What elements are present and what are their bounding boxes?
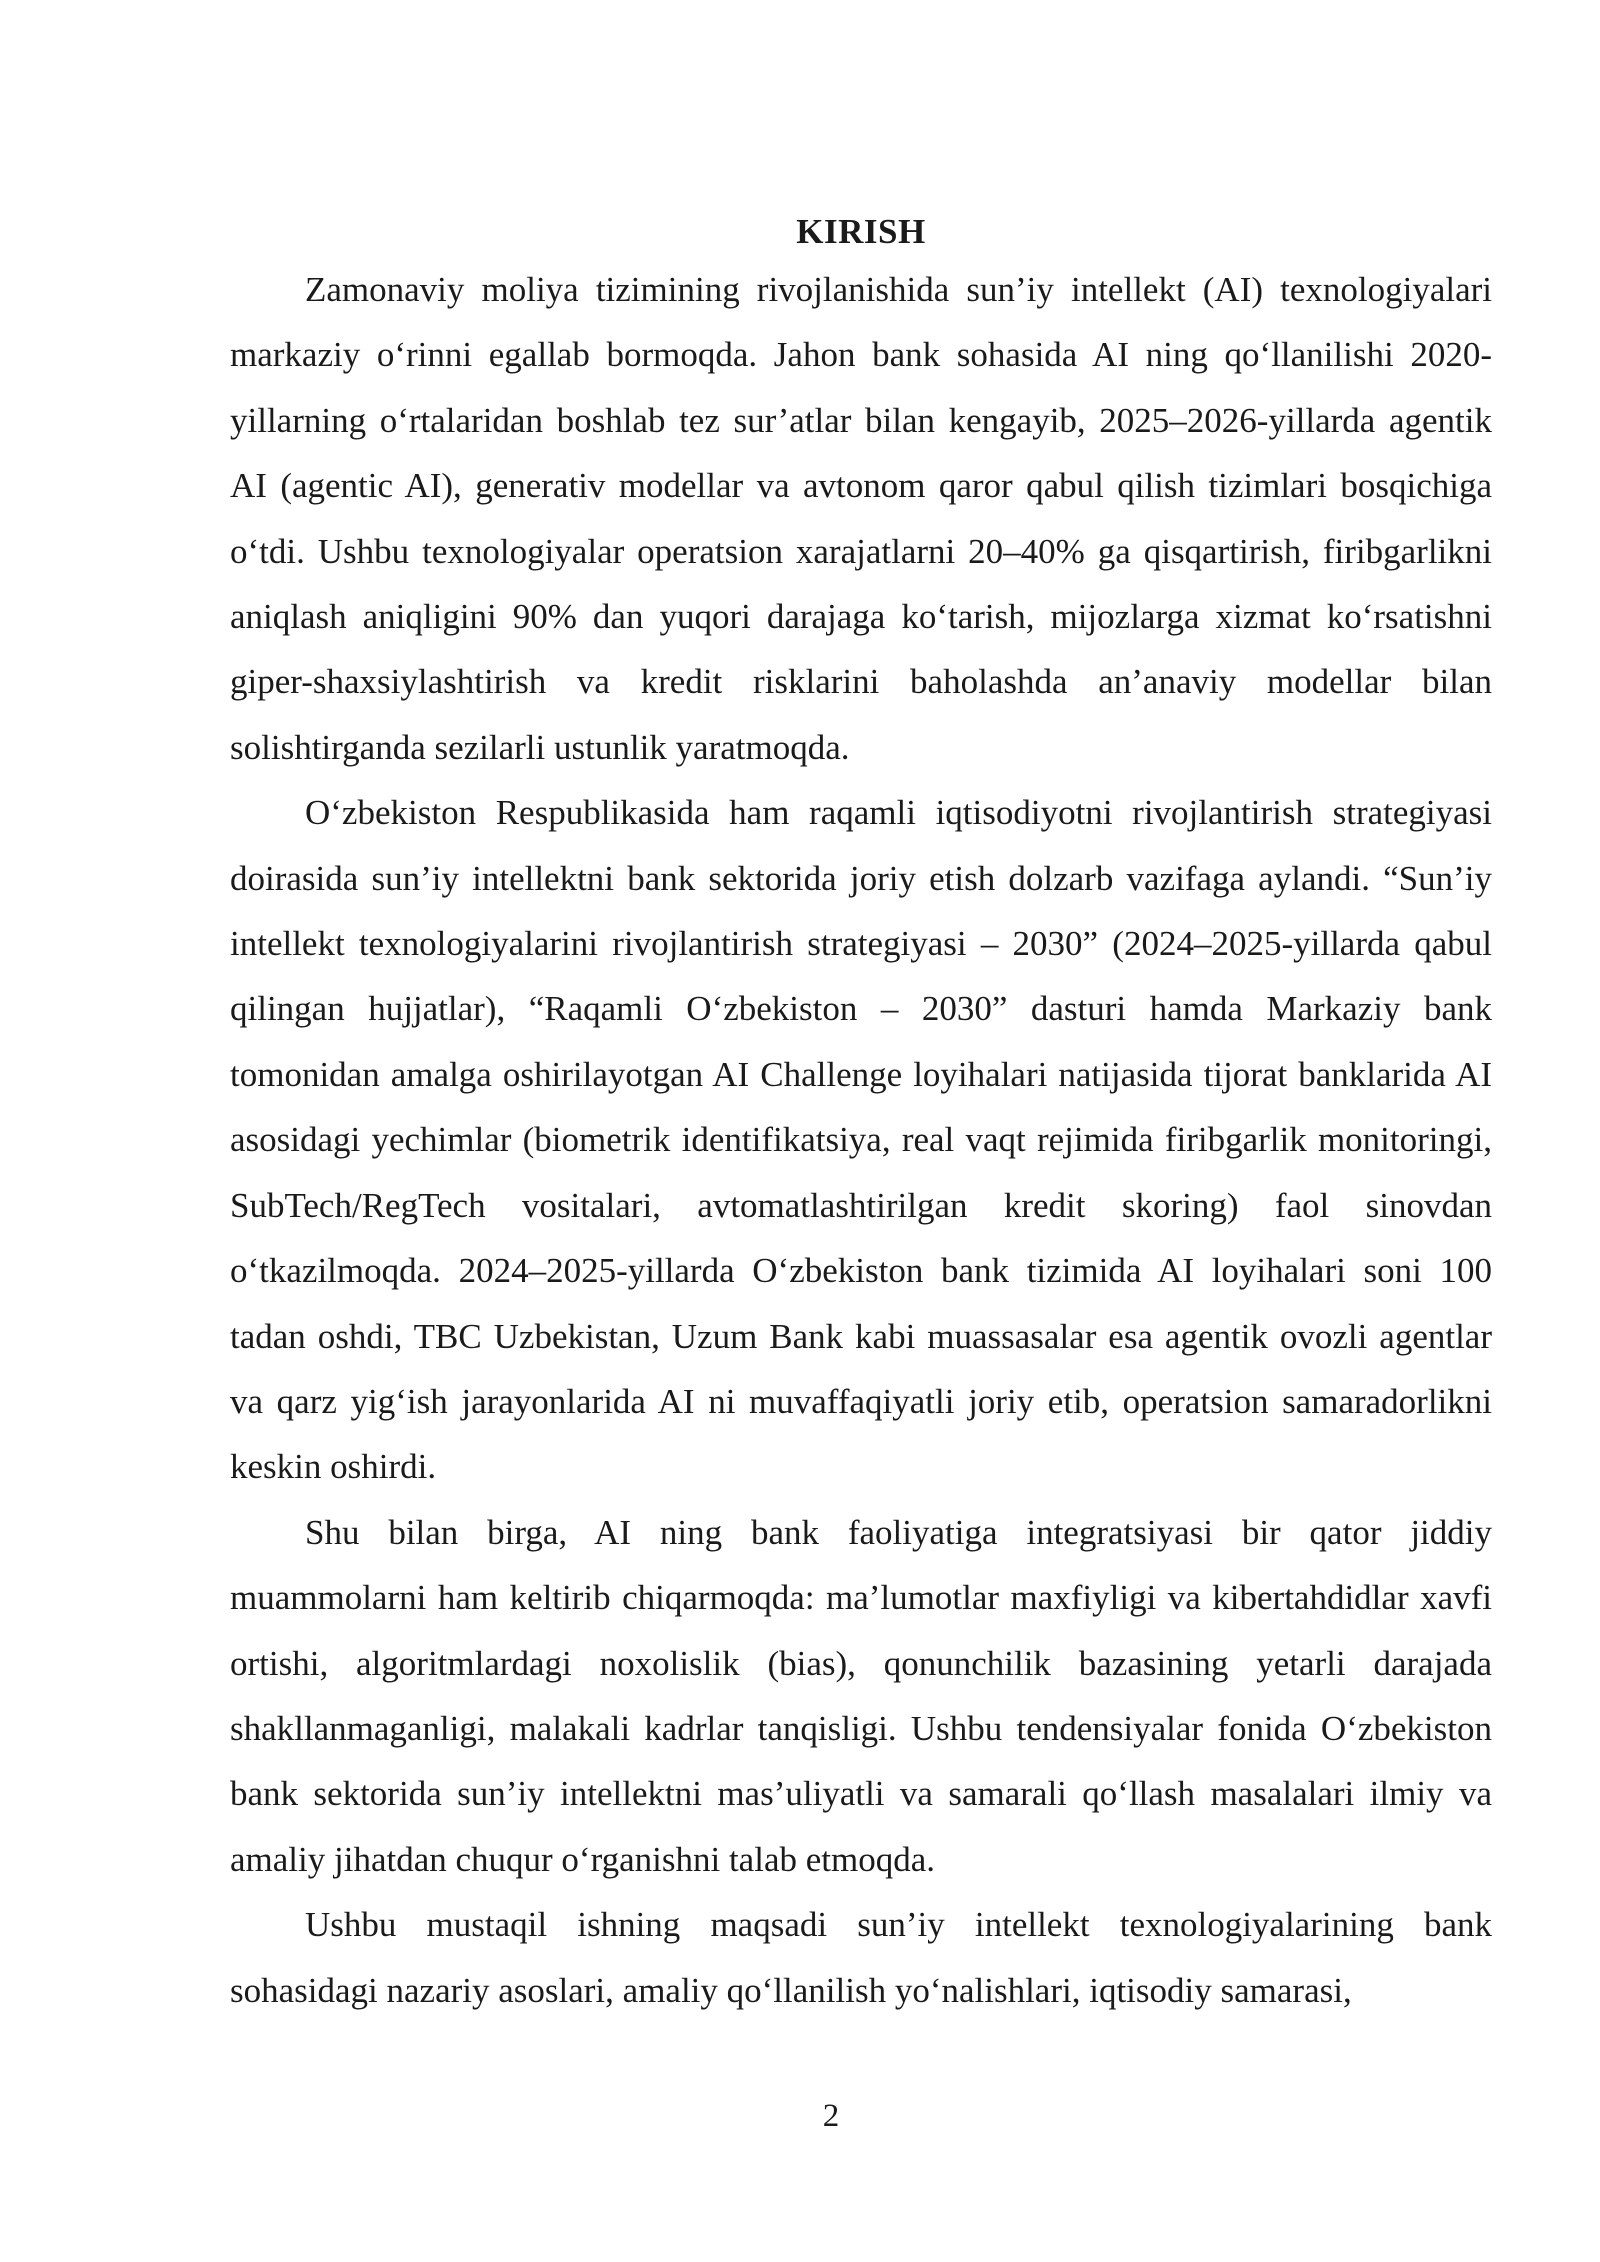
paragraph: Ushbu mustaqil ishning maqsadi sun’iy intellekt texnologiyalarining bank sohasidagi nazariy asoslari, amaliy qo‘llanilish yo‘nalishlari, iqtisodiy samarasi, — [230, 1905, 1492, 2010]
paragraph: O‘zbekiston Respublikasida ham raqamli iqtisodiyotni rivojlantirish strategiyasi doirasida sun’iy intellektni bank sektorida joriy etish dolzarb vazifaga aylandi. “Sun’iy intellekt texnologiyalarini rivojlantirish strategiyasi – 2030” (2024–2025-yillarda qabul qilingan hujjatlar), “Raqamli O‘zbekiston – 2030” dasturi hamda Markaziy bank tomonidan amalga oshirilayotgan AI Challenge loyihalari natijasida tijorat banklarida AI asosidagi yechimlar (biometrik identifikatsiya, real vaqt rejimida firibgarlik monitoringi, SubTech/RegTech vositalari, avtomatlashtirilgan kredit skoring) faol sinovdan o‘tkazilmoqda. 2024–2025-yillarda O‘zbekiston bank tizimida AI loyihalari soni 100 tadan oshdi, TBC Uzbekistan, Uzum Bank kabi muassasalar esa agentik ovozli agentlar va qarz yig‘ish jarayonlarida AI ni muvaffaqiyatli joriy etib, operatsion samaradorlikni keskin oshirdi. — [230, 793, 1492, 1487]
page-number: 2 — [822, 2098, 840, 2134]
page-content — [230, 205, 1492, 2023]
section-title: KIRISH — [796, 212, 926, 251]
paragraph: Zamonaviy moliya tizimining rivojlanishida sun’iy intellekt (AI) texnologiyalari markaziy o‘rinni egallab bormoqda. Jahon bank sohasida AI ning qo‘llanilishi 2020-yillarning o‘rtalaridan boshlab tez sur’atlar bilan kengayib, 2025–2026-yillarda agentik AI (agentic AI), generativ modellar va avtonom qaror qabul qilish tizimlari bosqichiga o‘tdi. Ushbu texnologiyalar operatsion xarajatlarni 20–40% ga qisqartirish, firibgarlikni aniqlash aniqligini 90% dan yuqori darajaga ko‘tarish, mijozlarga xizmat ko‘rsatishni giper-shaxsiylashtirish va kredit risklarini baholashda an’anaviy modellar bilan solishtirganda sezilarli ustunlik yaratmoqda. — [230, 270, 1492, 767]
paragraph: Shu bilan birga, AI ning bank faoliyatiga integratsiyasi bir qator jiddiy muammolarni ham keltirib chiqarmoqda: ma’lumotlar maxfiyligi va kibertahdidlar xavfi ortishi, algoritmlardagi noxolislik (bias), qonunchilik bazasining yetarli darajada shakllanmaganligi, malakali kadrlar tanqisligi. Ushbu tendensiyalar fonida O‘zbekiston bank sektorida sun’iy intellektni mas’uliyatli va samarali qo‘llash masalalari ilmiy va amaliy jihatdan chuqur o‘rganishni talab etmoqda. — [230, 1512, 1492, 1879]
